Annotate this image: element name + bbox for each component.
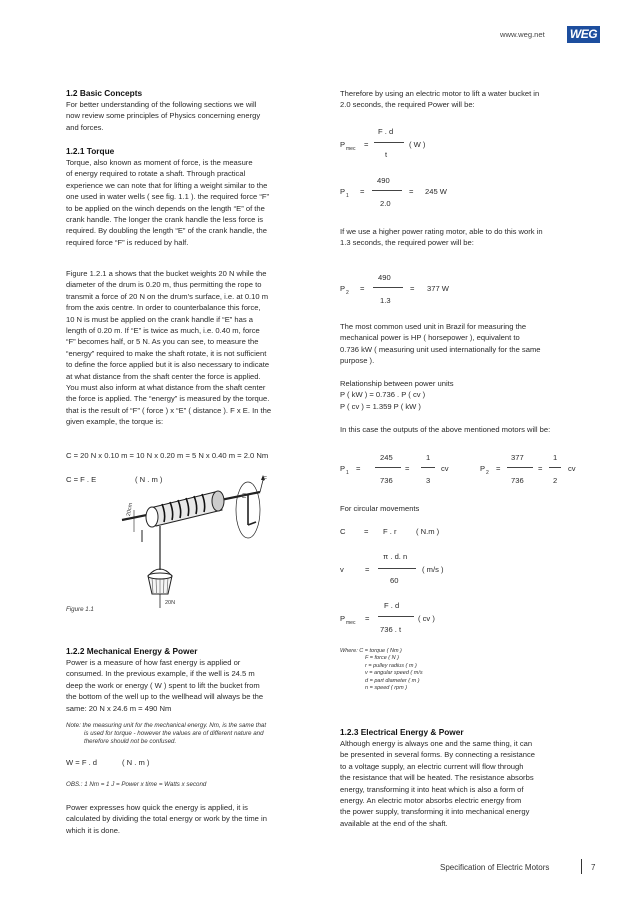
formula-equals: = bbox=[409, 187, 414, 196]
torque-formula-unit: ( N . m ) bbox=[135, 475, 163, 484]
text-line: Torque, also known as moment of force, is the measure bbox=[66, 158, 253, 167]
formula-result: 377 W bbox=[427, 284, 449, 293]
formula-numerator: 490 bbox=[378, 273, 391, 282]
text-line: the resistance that will be heated. The resistance absorbs bbox=[340, 773, 534, 783]
torque-formula: C = F . E bbox=[66, 475, 97, 484]
formula-subscript: 2 bbox=[486, 470, 489, 476]
text-line: 10 N is must be applied on the crank handle if “E” has a bbox=[66, 314, 253, 324]
text-line: required force “F” is reduced by half. bbox=[66, 237, 189, 247]
formula-denominator: 3 bbox=[426, 476, 431, 485]
text-line: “energy” required to make the shaft rotate, it is not sufficient bbox=[66, 348, 267, 358]
footer-title: Specification of Electric Motors bbox=[440, 863, 550, 872]
text-line: mechanical power is HP ( horsepower ), equivalent to bbox=[340, 333, 520, 343]
winch-illustration bbox=[110, 470, 280, 610]
weg-logo: WEG bbox=[567, 26, 600, 43]
fraction-line bbox=[374, 142, 404, 143]
text-line: available at the end of the shaft. bbox=[340, 818, 448, 828]
text-line: You must also inform at what distance from the shaft center bbox=[66, 383, 266, 393]
higher-power-paragraph bbox=[340, 226, 543, 249]
formula-numerator: F . d bbox=[384, 601, 400, 610]
fraction-line bbox=[507, 467, 533, 468]
formula-unit: ( N.m ) bbox=[416, 527, 440, 536]
text-line: transmit a force of 20 N on the drum’s surface, i.e. at 0.10 m bbox=[66, 291, 269, 301]
formula-lhs: C bbox=[340, 527, 346, 536]
formula-denominator: 736 bbox=[511, 476, 524, 485]
text-line: the power supply, transforming it into mechanical energy bbox=[340, 807, 530, 817]
formula-unit: ( m/s ) bbox=[422, 565, 444, 574]
text-line: which it is done. bbox=[66, 825, 121, 835]
formula-equals: = bbox=[364, 140, 369, 149]
text-line: Figure 1.2.1 a shows that the bucket weights 20 N while the bbox=[66, 269, 267, 278]
formula-unit: ( cv ) bbox=[418, 614, 435, 623]
figure-explanation-paragraph bbox=[66, 268, 271, 428]
outputs-intro: In this case the outputs of the above mentioned motors will be: bbox=[340, 425, 551, 434]
text-line: 0.736 kW ( measuring unit used internationally for the same bbox=[340, 344, 541, 354]
fraction-line bbox=[378, 616, 414, 617]
formula-p1-cv bbox=[340, 452, 470, 492]
footer-divider bbox=[581, 859, 582, 874]
electrical-energy-paragraph bbox=[340, 738, 535, 829]
diameter-label: 20cm bbox=[125, 502, 135, 517]
section-title-electrical-energy: 1.2.3 Electrical Energy & Power bbox=[340, 727, 464, 737]
formula-numerator: 490 bbox=[377, 176, 390, 185]
formula-denominator: 1.3 bbox=[380, 296, 391, 305]
mechanical-energy-paragraph bbox=[66, 657, 263, 714]
formula-numerator: F . d bbox=[378, 127, 394, 136]
formula-denominator: 60 bbox=[390, 576, 399, 585]
text-line: at what distance from the shaft center the force is applied. bbox=[66, 371, 261, 381]
formula-denominator: 736 . t bbox=[380, 625, 402, 634]
text-line: crank handle. The longer the crank handle the less force is bbox=[66, 215, 263, 225]
formula-unit: cv bbox=[441, 464, 449, 473]
legend-line: F = force ( N ) bbox=[365, 655, 399, 662]
formula-equals: = bbox=[365, 565, 370, 574]
force-label: F bbox=[263, 476, 267, 483]
formula-subscript: mec bbox=[346, 620, 356, 626]
figure-caption: Figure 1.1 bbox=[66, 606, 94, 613]
text-line: For better understanding of the following sections we will bbox=[66, 100, 257, 109]
text-line: same: 20 N x 24.6 m = 490 Nm bbox=[66, 703, 172, 713]
text-line: from the axis centre. In order to counterbalance this force, bbox=[66, 303, 261, 313]
formula-numerator: π . d. n bbox=[383, 552, 408, 561]
formula-circular-torque bbox=[340, 526, 480, 540]
text-line: purpose ). bbox=[340, 356, 375, 366]
formula-lhs: v bbox=[340, 565, 344, 574]
text-line: deep the work or energy ( W ) spent to lift the bucket from bbox=[66, 680, 260, 690]
formula-pmec-cv bbox=[340, 600, 480, 640]
text-line: and forces. bbox=[66, 122, 104, 132]
text-line: If we use a higher power rating motor, able to do this work in bbox=[340, 227, 543, 236]
text-line: P ( kW ) = 0.736 . P ( cv ) bbox=[340, 390, 426, 400]
fraction-line bbox=[373, 287, 403, 288]
formula-velocity bbox=[340, 551, 480, 591]
work-formula-unit: ( N . m ) bbox=[122, 758, 150, 767]
formula-lhs: P bbox=[340, 140, 346, 149]
formula-denominator: 2 bbox=[553, 476, 558, 485]
formula-denominator: t bbox=[385, 150, 388, 159]
header-url[interactable]: www.weg.net bbox=[500, 30, 545, 39]
formula-pmec bbox=[340, 126, 480, 166]
section-title-mechanical-energy: 1.2.2 Mechanical Energy & Power bbox=[66, 646, 198, 656]
legend-line: r = pulley radius ( m ) bbox=[365, 662, 417, 669]
legend-line: d = part diameter ( m ) bbox=[365, 677, 420, 684]
section-title-basic-concepts: 1.2 Basic Concepts bbox=[66, 88, 143, 98]
formula-equals: = bbox=[496, 464, 501, 473]
text-line: of energy required to rotate a shaft. Through practical bbox=[66, 169, 246, 179]
text-line: “F” becomes half, or 5 N. As you can see, to measure the bbox=[66, 337, 259, 347]
formula-numerator: 1 bbox=[426, 453, 431, 462]
formula-equals: = bbox=[360, 284, 365, 293]
formula-rhs: F . r bbox=[383, 527, 397, 536]
text-line: Therefore by using an electric motor to lift a water bucket in bbox=[340, 89, 540, 98]
text-line: to define the force applied but it is also necessary to indicate bbox=[66, 360, 270, 370]
formula-subscript: 2 bbox=[346, 290, 349, 296]
text-line: consumed. In the previous example, if the well is 24.5 m bbox=[66, 669, 255, 679]
power-intro-paragraph bbox=[340, 88, 539, 111]
formula-equals: = bbox=[410, 284, 415, 293]
formula-p2-cv bbox=[480, 452, 590, 492]
text-line: P ( cv ) = 1.359 P ( kW ) bbox=[340, 401, 421, 411]
basic-concepts-paragraph bbox=[66, 99, 260, 133]
text-line: energy. An electric motor absorbs electric energy from bbox=[340, 796, 522, 806]
formula-lhs: P bbox=[340, 614, 346, 623]
text-line: now review some principles of Physics concerning energy bbox=[66, 111, 261, 121]
text-line: diameter of the drum is 0.20 m, thus permitting the rope to bbox=[66, 280, 262, 290]
formula-numerator: 1 bbox=[553, 453, 558, 462]
obs-note: OBS.: 1 Nm = 1 J = Power x time = Watts x second bbox=[66, 781, 207, 788]
torque-example-equation: C = 20 N x 0.10 m = 10 N x 0.20 m = 5 N x 0.40 m = 2.0 Nm bbox=[66, 451, 269, 460]
note-line: therefore should not be confused. bbox=[84, 738, 177, 746]
text-line: to a voltage supply, an electric current will flow through bbox=[340, 761, 524, 771]
text-line: given example, the torque is: bbox=[66, 417, 164, 427]
formula-unit: cv bbox=[568, 464, 576, 473]
legend-line: n = speed ( rpm ) bbox=[365, 685, 408, 692]
text-line: be presented in several forms. By connecting a resistance bbox=[340, 750, 536, 760]
note-line: Note: the measuring unit for the mechanical energy. Nm, is the same that bbox=[66, 722, 267, 729]
formula-equals: = bbox=[538, 464, 543, 473]
section-title-torque: 1.2.1 Torque bbox=[66, 146, 115, 156]
power-units-relationship bbox=[340, 378, 454, 412]
power-paragraph bbox=[66, 802, 267, 836]
text-line: Relationship between power units bbox=[340, 379, 454, 388]
length-label: E bbox=[242, 493, 247, 500]
note-block bbox=[66, 722, 266, 747]
formula-subscript: mec bbox=[346, 146, 356, 152]
text-line: the force is applied. The “energy” is measured by the torque. bbox=[66, 394, 270, 404]
variable-legend bbox=[340, 648, 423, 692]
formula-numerator: 377 bbox=[511, 453, 524, 462]
text-line: 1.3 seconds, the required power will be: bbox=[340, 238, 474, 248]
hp-paragraph bbox=[340, 321, 541, 367]
note-line: is used for torque - however the values are of different nature and bbox=[84, 730, 264, 738]
formula-lhs: P bbox=[340, 284, 346, 293]
text-line: that is the result of “F” ( force ) x “E” ( distance ). F x E. In the bbox=[66, 405, 272, 415]
formula-lhs: P bbox=[340, 464, 346, 473]
text-line: the bottom of the well up to the wellhead will always be the bbox=[66, 692, 264, 702]
text-line: required. By doubling the length “E” of the crank handle, the bbox=[66, 226, 267, 236]
legend-line: Where: C = torque ( Nm ) bbox=[340, 648, 402, 654]
text-line: 2.0 seconds, the required Power will be: bbox=[340, 100, 475, 110]
formula-equals: = bbox=[364, 527, 369, 536]
legend-line: v = angular speed ( m/s bbox=[365, 670, 423, 677]
text-line: calculated by dividing the total energy or work by the time in bbox=[66, 814, 267, 824]
weight-label: 20N bbox=[165, 600, 176, 606]
circular-movements-label: For circular movements bbox=[340, 504, 420, 513]
text-line: energy, transforming it into heat which is also a form of bbox=[340, 784, 524, 794]
torque-paragraph bbox=[66, 157, 269, 248]
formula-p1 bbox=[340, 175, 500, 215]
fraction-line bbox=[372, 190, 402, 191]
formula-denominator: 736 bbox=[380, 476, 393, 485]
fraction-line bbox=[375, 467, 401, 468]
formula-equals: = bbox=[405, 464, 410, 473]
text-line: Power is a measure of how fast energy is applied or bbox=[66, 658, 241, 667]
text-line: length of 0.20 m. If “E” is twice as much, i.e. 0.40 m, force bbox=[66, 326, 260, 336]
formula-equals: = bbox=[356, 464, 361, 473]
formula-p2 bbox=[340, 272, 500, 312]
formula-denominator: 2.0 bbox=[380, 199, 391, 208]
formula-lhs: P bbox=[480, 464, 486, 473]
fraction-line bbox=[378, 568, 416, 569]
text-line: Power expresses how quick the energy is applied, it is bbox=[66, 803, 248, 812]
formula-equals: = bbox=[365, 614, 370, 623]
page-number: 7 bbox=[591, 863, 596, 872]
formula-lhs: P bbox=[340, 187, 346, 196]
text-line: one used in water wells ( see fig. 1.1 ). the required force “F” bbox=[66, 192, 270, 202]
work-formula: W = F . d bbox=[66, 758, 98, 767]
formula-numerator: 245 bbox=[380, 453, 393, 462]
text-line: Although energy is always one and the same thing, it can bbox=[340, 739, 533, 748]
formula-result: 245 W bbox=[425, 187, 447, 196]
text-line: The most common used unit in Brazil for measuring the bbox=[340, 322, 527, 331]
text-line: to be applied on the winch depends on the length “E” of the bbox=[66, 203, 265, 213]
formula-subscript: 1 bbox=[346, 193, 349, 199]
formula-subscript: 1 bbox=[346, 470, 349, 476]
fraction-line bbox=[549, 467, 561, 468]
fraction-line bbox=[421, 467, 435, 468]
formula-unit: ( W ) bbox=[409, 140, 426, 149]
text-line: experience we can note that for lifting a weight similar to the bbox=[66, 180, 268, 190]
formula-equals: = bbox=[360, 187, 365, 196]
